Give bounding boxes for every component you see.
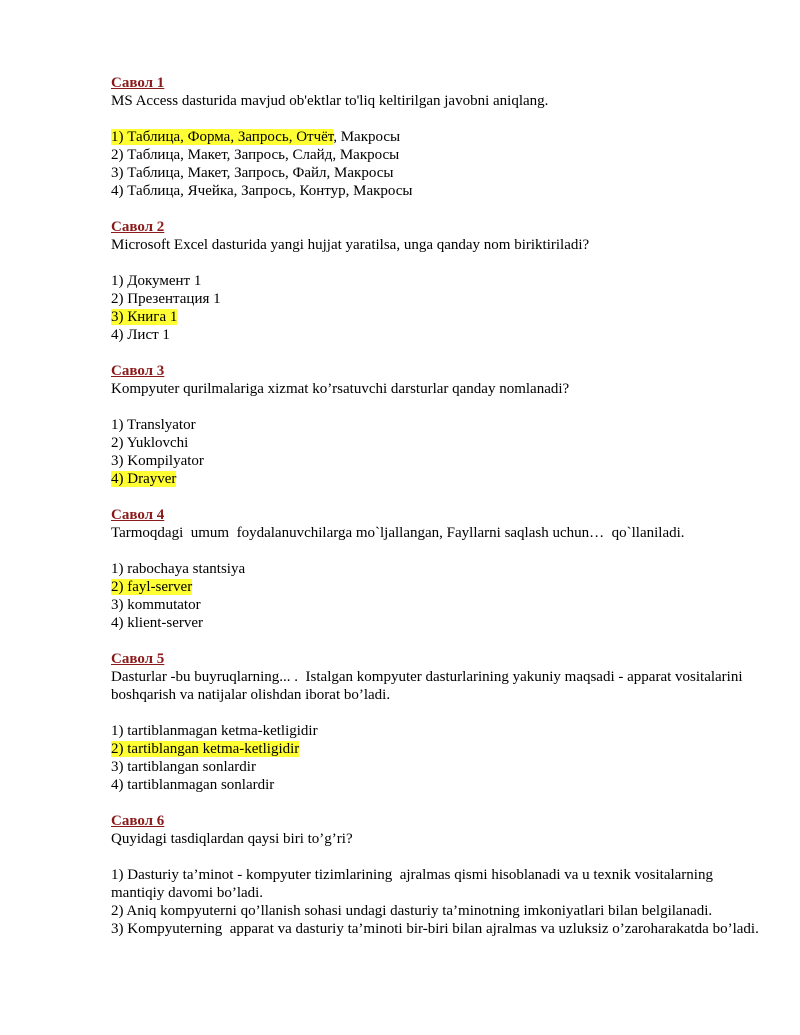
question-text: Dasturlar -bu buyruqlarning... . Istalgan kompyuter dasturlarining yakuniy maqsadi - apparat vositalarini boshqarish va natijalar olishdan iborat bo’ladi. [111, 669, 747, 703]
answer-option [111, 416, 761, 434]
question-4 [111, 506, 761, 632]
answer-option [111, 326, 761, 344]
highlighted-answer-part: 2) fayl-server [111, 579, 193, 595]
answer-option [111, 596, 761, 614]
answer-option [111, 434, 761, 452]
answer-text: 2) Yuklovchi [111, 435, 189, 451]
answer-text: 3) Таблица, Макет, Запрось, Файл, Макросы [111, 165, 394, 181]
question-heading: Савол 5 [111, 651, 165, 667]
answer-option [111, 308, 761, 326]
question-2 [111, 218, 761, 344]
answer-text: 3) Kompilyator [111, 453, 204, 469]
answer-option [111, 758, 761, 776]
answer-option [111, 740, 761, 758]
answer-option [111, 776, 761, 794]
answer-text: 1) Документ 1 [111, 273, 202, 289]
answer-option [111, 866, 761, 902]
question-5 [111, 650, 761, 794]
answer-text: 1) tartiblanmagan ketma-ketligidir [111, 723, 318, 739]
question-text: Quyidagi tasdiqlardan qaysi biri to’g’ri? [111, 831, 353, 847]
question-6 [111, 812, 761, 938]
answer-option [111, 182, 761, 200]
question-heading: Савол 1 [111, 75, 165, 91]
answer-text: 3) kommutator [111, 597, 201, 613]
answer-option [111, 290, 761, 308]
question-3 [111, 362, 761, 488]
answer-text: 2) Таблица, Макет, Запрось, Слайд, Макросы [111, 147, 400, 163]
answer-option [111, 452, 761, 470]
answer-text: 3) tartiblangan sonlardir [111, 759, 256, 775]
answer-text: 3) Kompyuterning apparat va dasturiy ta’minoti bir-biri bilan ajralmas va uzluksiz o’zaroharakatda bo’ladi. [111, 921, 759, 937]
highlighted-answer-part: 4) Drayver [111, 471, 177, 487]
question-heading: Савол 3 [111, 363, 165, 379]
highlighted-answer-part: 3) Книга 1 [111, 309, 178, 325]
answer-option [111, 722, 761, 740]
answer-text: 2) Презентация 1 [111, 291, 221, 307]
answer-text: 1) Dasturiy ta’minot - kompyuter tizimlarining ajralmas qismi hisoblanadi va u texnik vositalarning mantiqiy davomi bo’ladi. [111, 867, 717, 901]
highlighted-answer-part: 1) Таблица, Форма, Запрось, Отчёт [111, 129, 334, 145]
answer-option [111, 614, 761, 632]
answer-text: 1) rabochaya stantsiya [111, 561, 246, 577]
answer-text: 2) Aniq kompyuterni qo’llanish sohasi undagi dasturiy ta’minotning imkoniyatlari bilan belgilanadi. [111, 903, 713, 919]
answer-option [111, 578, 761, 596]
question-1 [111, 74, 761, 200]
question-text: Kompyuter qurilmalariga xizmat ko’rsatuvchi darsturlar qanday nomlanadi? [111, 381, 570, 397]
answer-option [111, 560, 761, 578]
answer-option [111, 902, 761, 920]
question-heading: Савол 2 [111, 219, 165, 235]
answer-text: , Макросы [333, 129, 401, 145]
document-page [111, 74, 761, 956]
question-text: MS Access dasturida mavjud ob'ektlar to'liq keltirilgan javobni aniqlang. [111, 93, 549, 109]
answer-option [111, 470, 761, 488]
highlighted-answer-part: 2) tartiblangan ketma-ketligidir [111, 741, 300, 757]
answer-option [111, 920, 761, 938]
answer-text: 4) Таблица, Ячейка, Запрось, Контур, Макросы [111, 183, 413, 199]
question-heading: Савол 4 [111, 507, 165, 523]
question-text: Tarmoqdagi umum foydalanuvchilarga mo`ljallangan, Fayllarni saqlash uchun… qo`llaniladi. [111, 525, 685, 541]
answer-option [111, 164, 761, 182]
answer-text: 1) Translyator [111, 417, 196, 433]
answer-option [111, 272, 761, 290]
answer-text: 4) klient-server [111, 615, 204, 631]
answer-option [111, 146, 761, 164]
answer-option [111, 128, 761, 146]
question-heading: Савол 6 [111, 813, 165, 829]
question-text: Microsoft Excel dasturida yangi hujjat yaratilsa, unga qanday nom biriktiriladi? [111, 237, 590, 253]
answer-text: 4) tartiblanmagan sonlardir [111, 777, 275, 793]
answer-text: 4) Лист 1 [111, 327, 170, 343]
